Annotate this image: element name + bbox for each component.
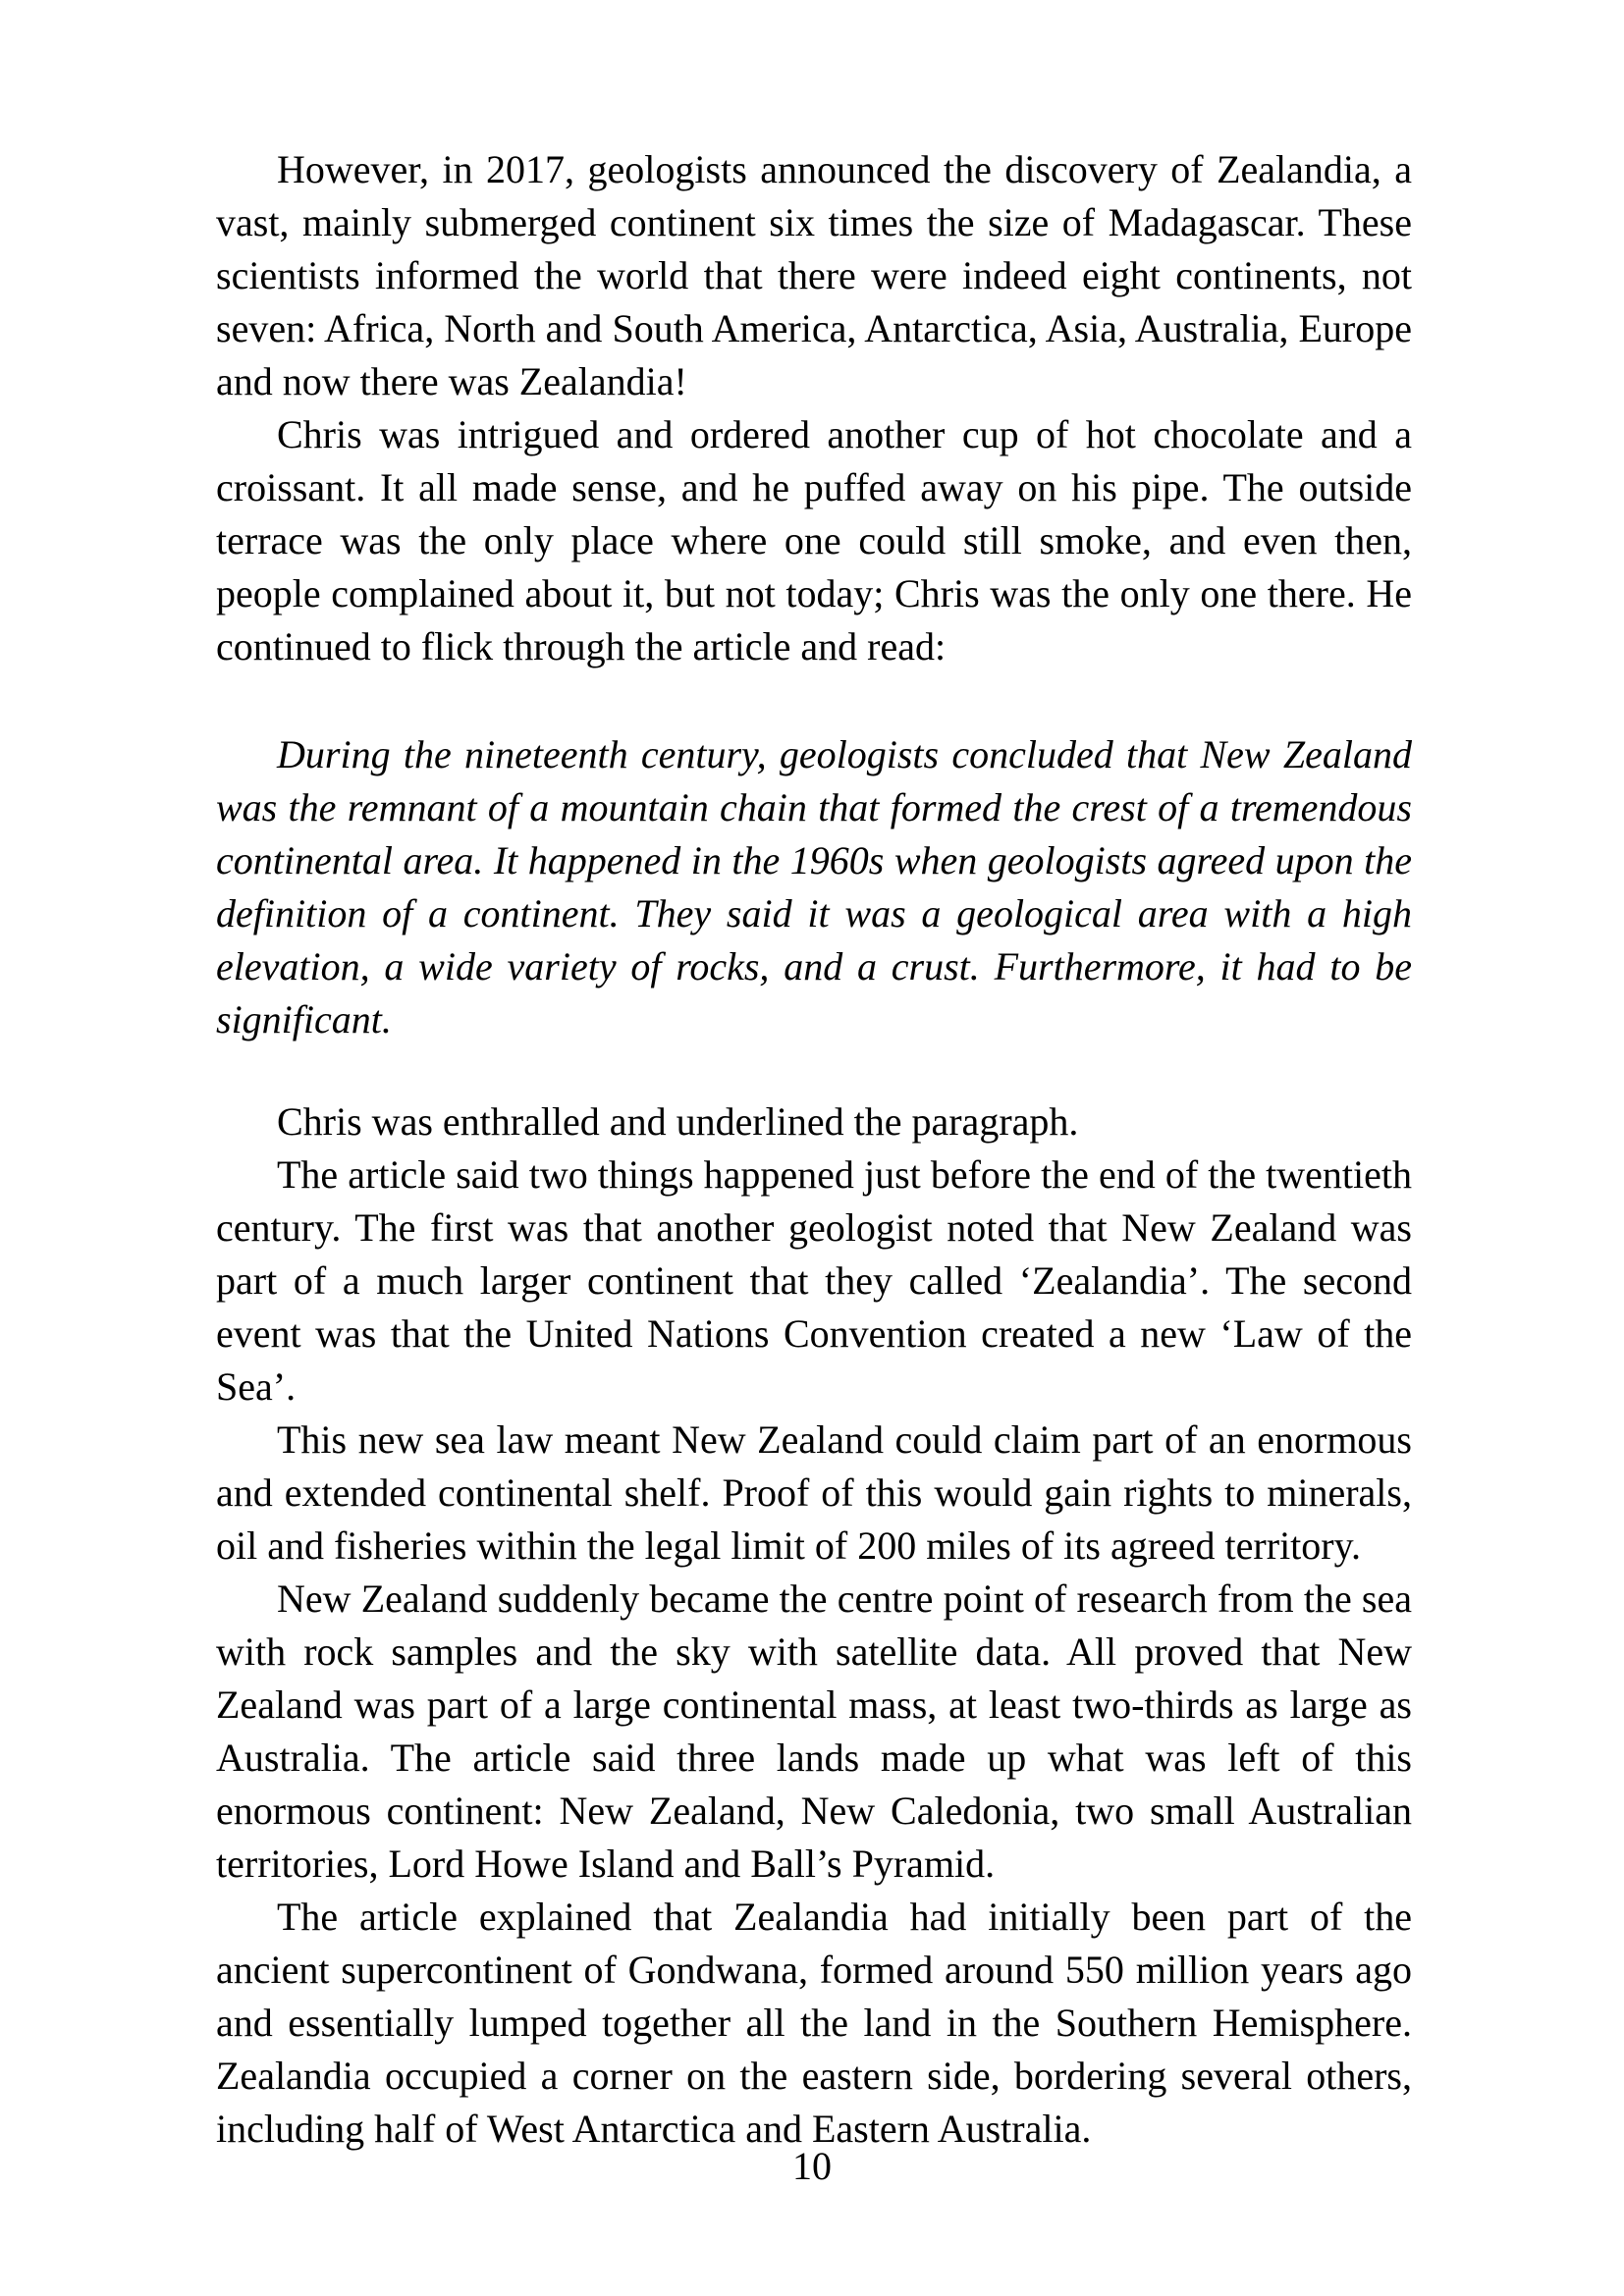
page-text-block [216, 143, 1412, 2156]
paragraph-sea-law: This new sea law meant New Zealand could claim part of an enormous and extended continental shelf. Proof of this would gain rights to minerals, oil and fisheries within the legal limit of 200 miles of its agreed territory. [216, 1417, 1412, 1568]
paragraph-zealandia-discovery: However, in 2017, geologists announced the discovery of Zealandia, a vast, mainly submerged continent six times the size of Madagascar. These scientists informed the world that there were indeed eight continents, not seven: Africa, North and South America, Antarctica, Asia, Australia, Europe and now there was Zealandia! [216, 147, 1412, 403]
paragraph-gondwana-history: The article explained that Zealandia had initially been part of the ancient supercontinent of Gondwana, formed around 550 million years ago and essentially lumped together all the land in the Southern Hemisphere. Zealandia occupied a corner on the eastern side, bordering several others, including half of West Antarctica and Eastern Australia. [216, 1895, 1412, 2151]
paragraph-chris-intrigued: Chris was intrigued and ordered another cup of hot chocolate and a croissant. It all made sense, and he puffed away on his pipe. The outside terrace was the only place where one could still smoke, and even then, people complained about it, but not today; Chris was the only one there. He continued to flick through the article and read: [216, 412, 1412, 668]
paragraph-two-events: The article said two things happened just before the end of the twentieth century. The first was that another geologist noted that New Zealand was part of a much larger continent that they called ‘Zealandia’. The second event was that the United Nations Convention created a new ‘Law of the Sea’. [216, 1152, 1412, 1409]
page-number: 10 [792, 2144, 832, 2188]
paragraph-research-findings: New Zealand suddenly became the centre point of research from the sea with rock samples and the sky with satellite data. All proved that New Zealand was part of a large continental mass, at least two-thirds as large as Australia. The article said three lands made up what was left of this enormous continent: New Zealand, New Caledonia, two small Australian territories, Lord Howe Island and Ball’s Pyramid. [216, 1576, 1412, 1886]
blockquote-article-excerpt: During the nineteenth century, geologists concluded that New Zealand was the remnant of a mountain chain that formed the crest of a tremendous continental area. It happened in the 1960s when geologists agreed upon the definition of a continent. They said it was a geological area with a high elevation, a wide variety of rocks, and a crust. Furthermore, it had to be significant. [216, 732, 1412, 1041]
paragraph-chris-enthralled: Chris was enthralled and underlined the paragraph. [277, 1099, 1079, 1144]
